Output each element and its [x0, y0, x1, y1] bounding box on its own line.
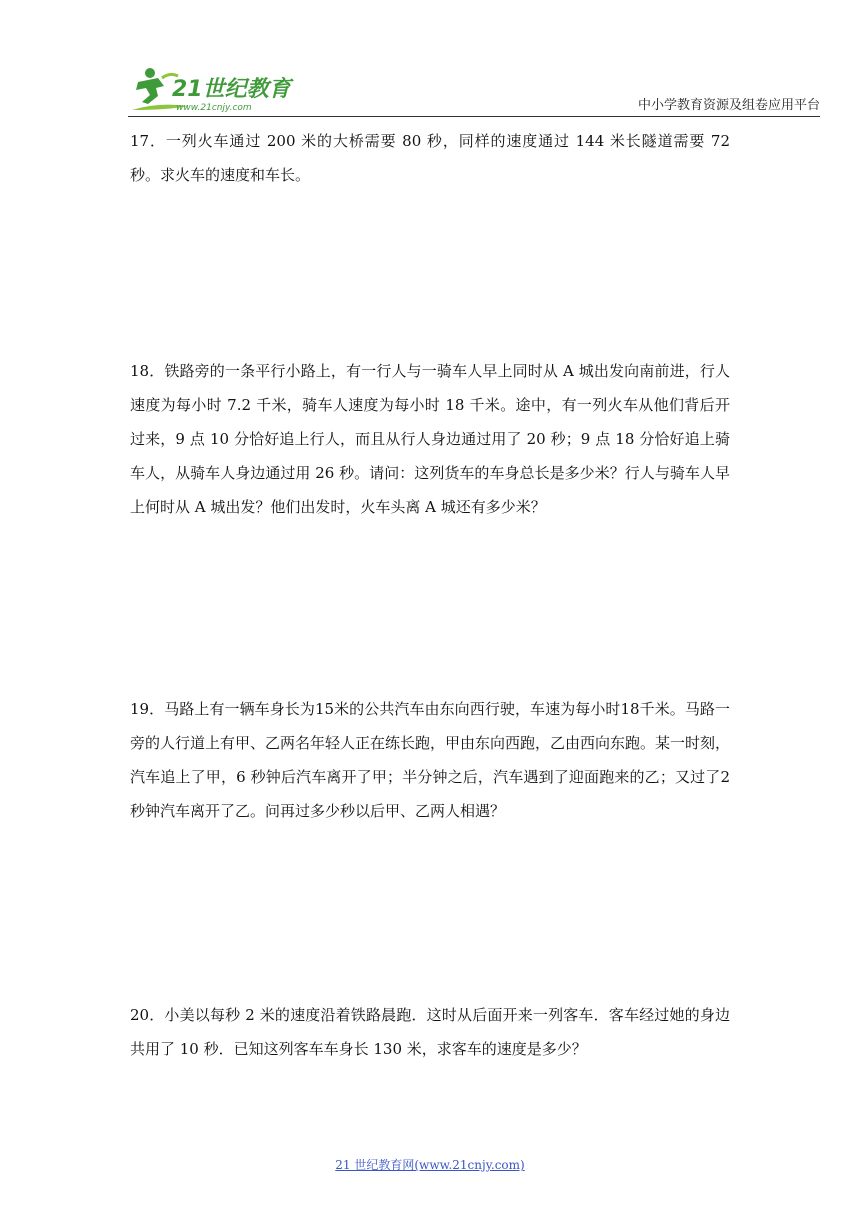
page-header [128, 66, 820, 118]
question-18 [130, 354, 730, 524]
platform-name: 中小学教育资源及组卷应用平台 [637, 98, 820, 113]
question-text: 18．铁路旁的一条平行小路上，有一行人与一骑车人早上同时从 A 城出发向南前进，行人速度为每小时 7.2 千米，骑车人速度为每小时 18 千米。途中，有一列火车从他们背后开过来，9 点 10 分恰好追上行人，而且从行人身边通过用了 20 秒；9 点 18 分恰好追上骑车人，从骑车人身边通过用 26 秒。请问：这列货车的车身总长是多少米？行人与骑车人早上何时从 A 城出发？他们出发时，火车头离 A 城还有多少米？ [130, 362, 730, 516]
svg-text:21世纪教育: 21世纪教育 [172, 77, 291, 102]
question-19 [130, 692, 730, 828]
question-17 [130, 124, 730, 192]
question-text: 19．马路上有一辆车身长为15米的公共汽车由东向西行驶，车速为每小时18千米。马路一旁的人行道上有甲、乙两名年轻人正在练长跑，甲由东向西跑，乙由西向东跑。某一时刻，汽车追上了甲，6 秒钟后汽车离开了甲；半分钟之后，汽车遇到了迎面跑来的乙；又过了2秒钟汽车离开了乙。问再过多少秒以后甲、乙两人相遇？ [130, 700, 731, 820]
header-divider [128, 116, 820, 117]
footer-link[interactable]: 21 世纪教育网(www.21cnjy.com) [335, 1158, 525, 1172]
question-text: 17．一列火车通过 200 米的大桥需要 80 秒，同样的速度通过 144 米长隧道需要 72 秒。求火车的速度和车长。 [130, 132, 730, 184]
logo-21cnjy [128, 66, 298, 114]
svg-text:www.21cnjy.com: www.21cnjy.com [176, 103, 252, 113]
page-footer [0, 1156, 860, 1173]
question-text: 20．小美以每秒 2 米的速度沿着铁路晨跑．这时从后面开来一列客车．客车经过她的身边共用了 10 秒．已知这列客车车身长 130 米，求客车的速度是多少？ [130, 1006, 730, 1058]
question-20 [130, 998, 730, 1066]
